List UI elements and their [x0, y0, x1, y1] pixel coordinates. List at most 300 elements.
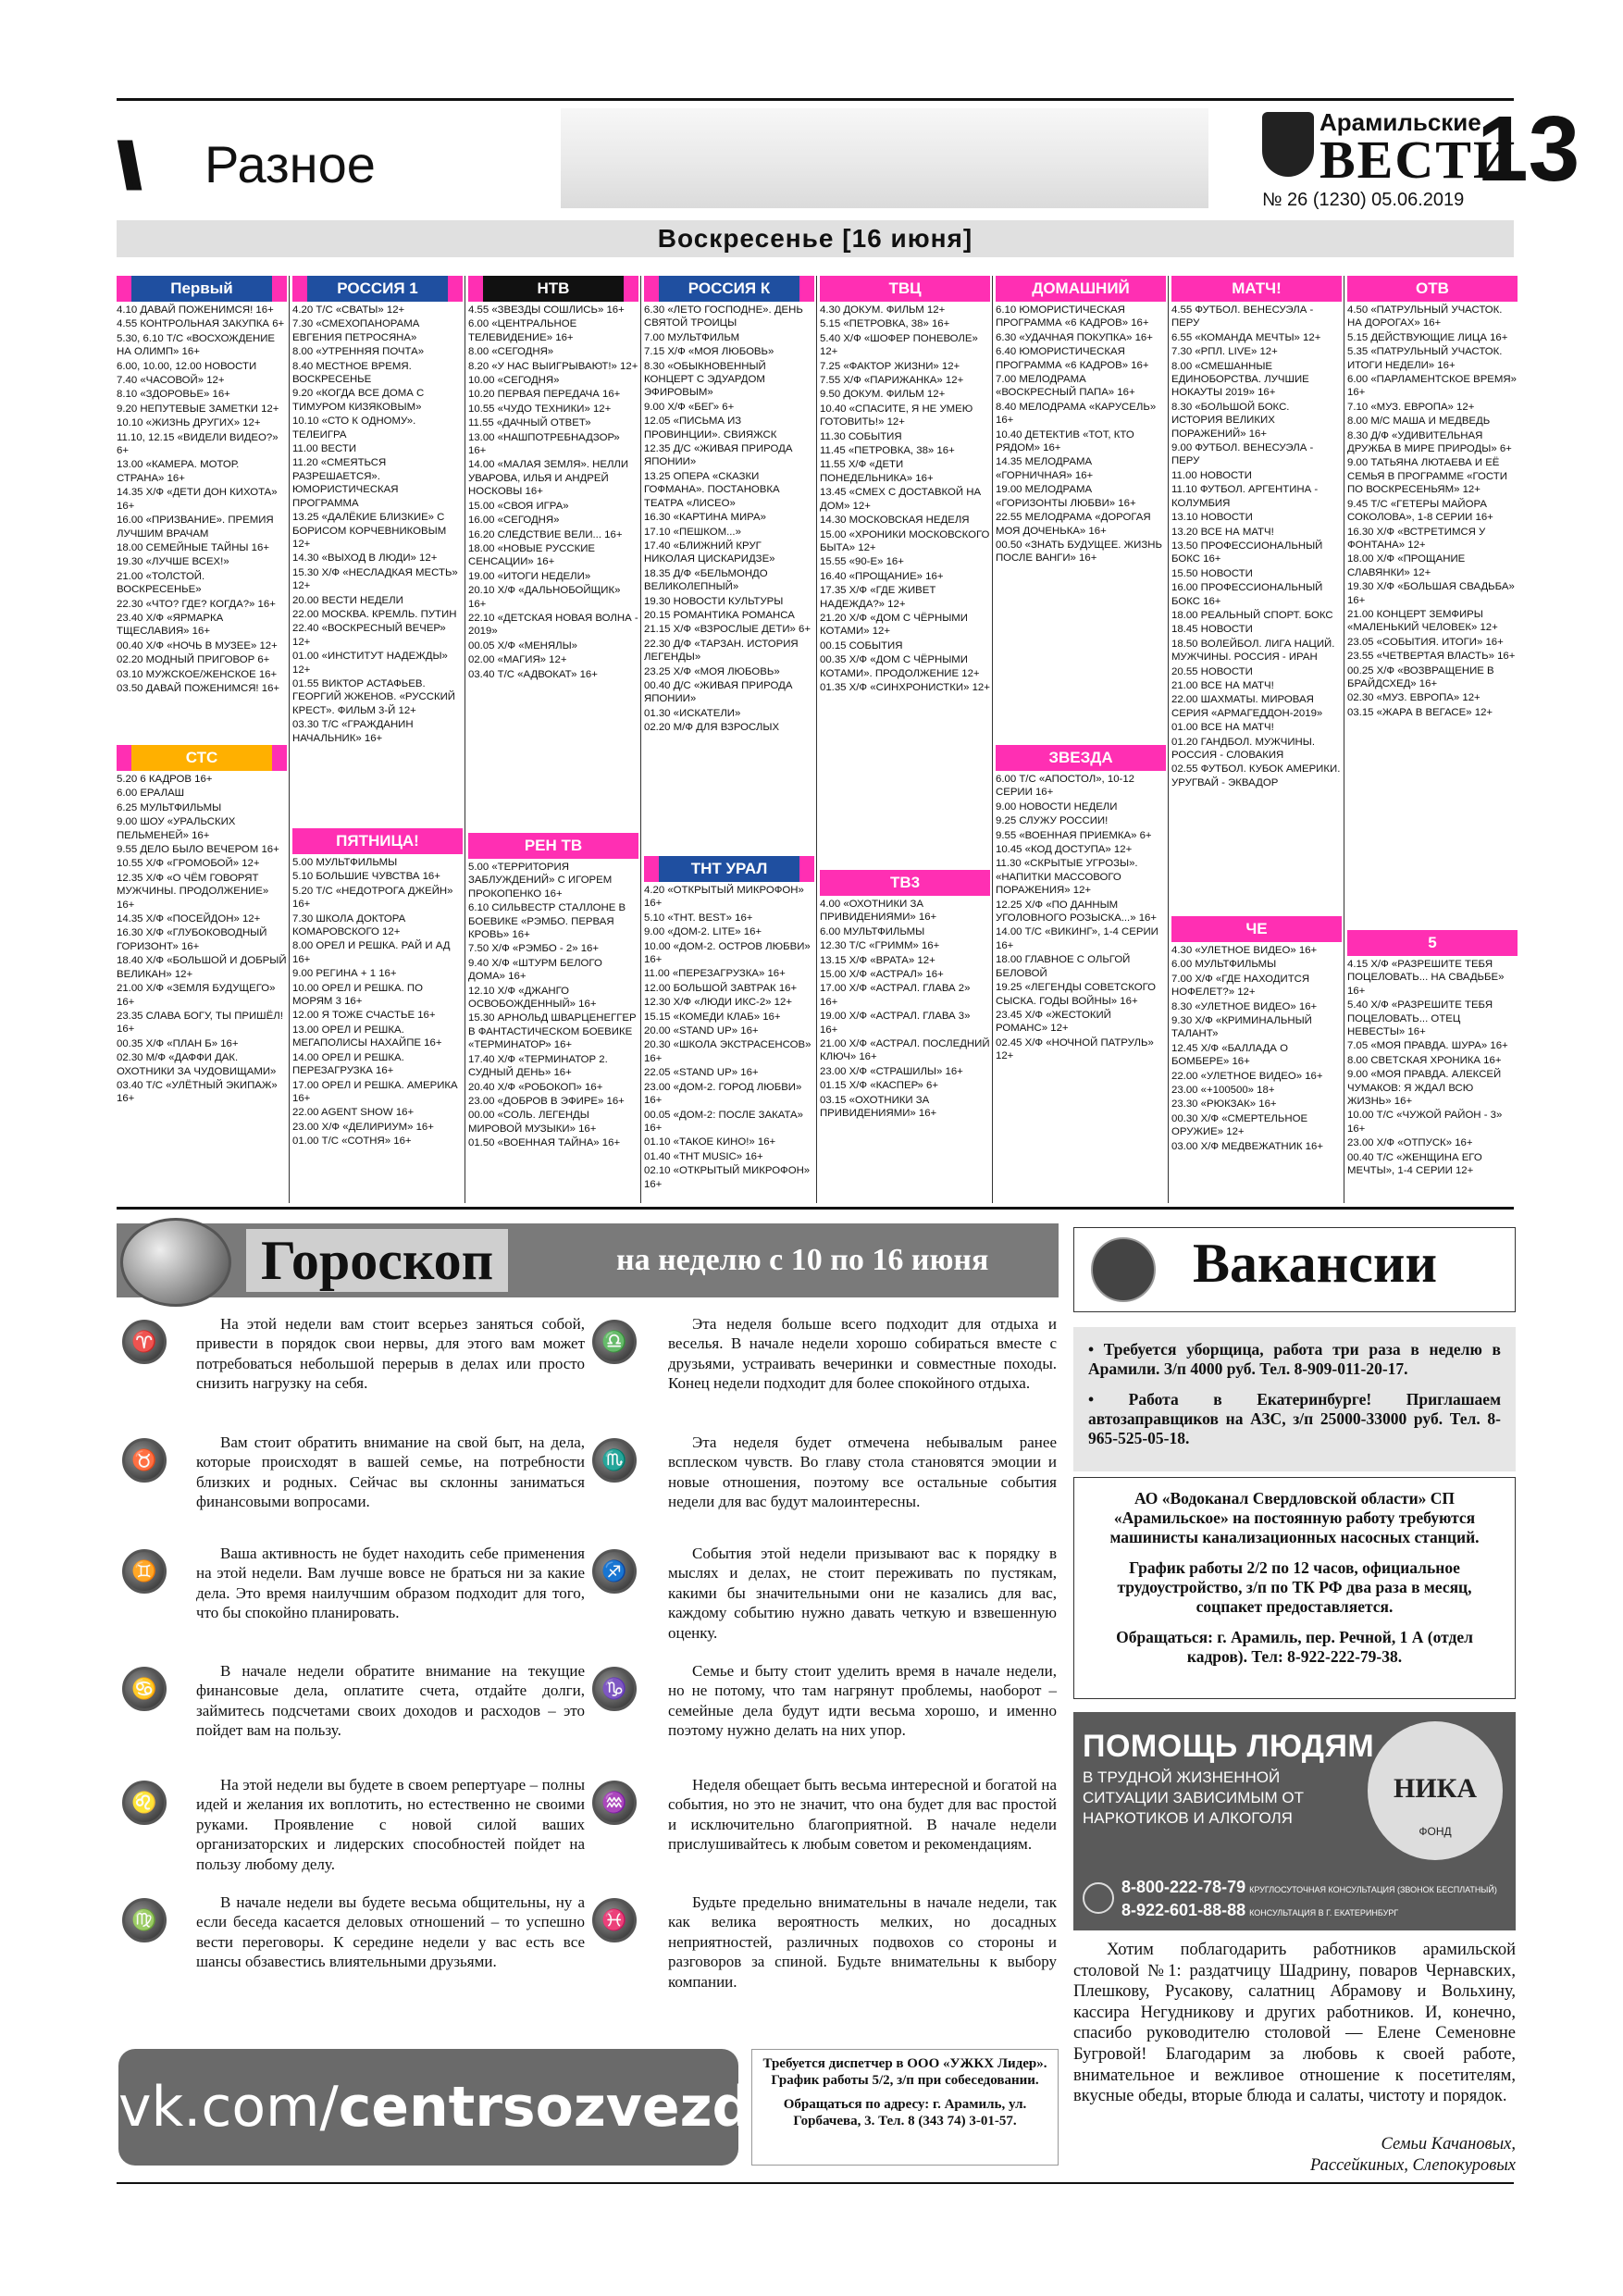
program-item: 4.50 «ПАТРУЛЬНЫЙ УЧАСТОК. НА ДОРОГАХ» 16+ — [1347, 304, 1503, 329]
program-item: 13.25 ОПЕРА «СКАЗКИ ГОФМАНА». ПОСТАНОВКА ТЕАТРА «ЛИСЕО» — [644, 470, 780, 509]
program-item: 16.30 «КАРТИНА МИРА» — [644, 512, 766, 524]
horoscope-text: Неделя обещает быть весьма интересной и богатой на события, но это не значит, что она будет для вас простой и исключительно благоприятной. В начале недели прислушивайтесь к любым советом и рекомендациям. — [668, 1776, 1057, 1854]
program-item: 19.00 «ИТОГИ НЕДЕЛИ» — [468, 570, 591, 582]
program-item: 13.10 НОВОСТИ — [1171, 512, 1253, 524]
program-item: 02.30 «МУЗ. ЕВРОПА» 12+ — [1347, 692, 1481, 704]
program-item: 8.00 ОРЕЛ И РЕШКА. РАЙ И АД 16+ — [292, 940, 451, 965]
program-item: 14.30 «ВЫХОД В ЛЮДИ» 12+ — [292, 552, 438, 565]
zodiac-icon: ♋ — [122, 1667, 167, 1711]
program-item: 8.00 М/С МАША И МЕДВЕДЬ — [1347, 416, 1491, 428]
section-slash-icon: \\ — [117, 130, 132, 204]
channel-logo: РЕН ТВ — [468, 833, 638, 859]
help-subtitle: В ТРУДНОЙ ЖИЗНЕННОЙ СИТУАЦИИ ЗАВИСИМЫМ ОТ НАРКОТИКОВ И АЛКОГОЛЯ — [1083, 1769, 1304, 1827]
channel-column — [292, 828, 463, 1149]
bottom-rule — [117, 2182, 1514, 2184]
program-item: 7.25 «ФАКТОР ЖИЗНИ» 12+ — [820, 360, 960, 372]
ad-text: Обращаться: г. Арамиль, пер. Речной, 1 А (отдел кадров). Тел: 8-922-222-79-38. — [1116, 1628, 1473, 1666]
program-item: 12.00 Я ТОЖЕ СЧАСТЬЕ 16+ — [292, 1010, 436, 1022]
program-item: 18.00 «НОВЫЕ РУССКИЕ СЕНСАЦИИ» 16+ — [468, 542, 595, 568]
program-item: 10.00 «ДОМ-2. ОСТРОВ ЛЮБВИ» 16+ — [644, 940, 811, 966]
page-header — [117, 97, 1580, 217]
program-item: 21.15 Х/Ф «ВЗРОСЛЫЕ ДЕТИ» 6+ — [644, 624, 812, 636]
program-item: 20.00 ВЕСТИ НЕДЕЛИ — [292, 594, 403, 606]
program-item: 23.45 Х/Ф «ЖЕСТОКИЙ РОМАНС» 12+ — [996, 1009, 1111, 1035]
program-item: 11.00 ВЕСТИ — [292, 443, 357, 455]
program-item: 20.10 Х/Ф «ДАЛЬНОБОЙЩИК» 16+ — [468, 585, 621, 610]
program-item: 6.00 ЕРАЛАШ — [117, 788, 185, 800]
program-item: 21.20 Х/Ф «ДОМ С ЧЁРНЫМИ КОТАМИ» 12+ — [820, 612, 968, 638]
channel-logo: ОТВ — [1347, 276, 1518, 302]
program-item: 6.55 «КОМАНДА МЕЧТЫ» 12+ — [1171, 331, 1321, 343]
program-item: 17.40 Х/Ф «ТЕРМИНАТОР 2. СУДНЫЙ ДЕНЬ» 16+ — [468, 1053, 608, 1079]
program-item: 17.10 «ПЕШКОМ...» — [644, 526, 741, 538]
program-item: 6.00 Т/С «АПОСТОЛ», 10-12 СЕРИИ 16+ — [996, 774, 1134, 799]
program-item: 03.15 «ЖАРА В ВЕГАСЕ» 12+ — [1347, 706, 1493, 718]
program-item: 21.00 ВСЕ НА МАТЧ! — [1171, 679, 1274, 691]
program-item: 20.55 НОВОСТИ — [1171, 665, 1253, 677]
program-item: 10.45 «КОД ДОСТУПА» 12+ — [996, 844, 1133, 856]
program-item: 00.05 Х/Ф «МЕНЯЛЫ» — [468, 639, 578, 652]
program-item: 21.00 Х/Ф «АСТРАЛ. ПОСЛЕДНИЙ КЛЮЧ» 16+ — [820, 1038, 990, 1063]
horoscope-text: Будьте предельно внимательны в начале недели, так как велика вероятность мелких, но досадных неприятностей, различных подвохов со стороны и разговоров за спиной. Будьте внимательны к выбору компании. — [668, 1893, 1057, 1991]
channel-column — [644, 856, 814, 1192]
program-item: 5.20 6 КАДРОВ 16+ — [117, 774, 213, 785]
program-item: 6.00, 10.00, 12.00 НОВОСТИ — [117, 360, 257, 372]
program-item: 9.55 «ВОЕННАЯ ПРИЕМКА» 6+ — [996, 829, 1152, 841]
program-item: 9.20 «КОГДА ВСЕ ДОМА С ТИМУРОМ КИЗЯКОВЫМ» — [292, 388, 425, 413]
header-photo — [561, 108, 1208, 208]
program-item: 16.30 Х/Ф «ВСТРЕТИМСЯ У ФОНТАНА» 12+ — [1347, 526, 1486, 551]
program-item: 15.00 Х/Ф «АСТРАЛ» 16+ — [820, 969, 944, 981]
channel-logo: СТС — [117, 745, 287, 771]
program-item: 23.00 «+100500» 18+ — [1171, 1085, 1275, 1097]
program-item: 7.30 «РПЛ. LIVE» 12+ — [1171, 346, 1278, 358]
zodiac-icon: ♏ — [592, 1438, 637, 1483]
channel-column — [644, 276, 814, 736]
horoscope-text: Ваша активность не будет находить себе применения на этой недели. Вам лучше вовсе не браться ни за какие дела. Это время наилучшим образом подходит для того, что бы спокойно планировать. — [196, 1545, 585, 1622]
program-item: 4.10 ДАВАЙ ПОЖЕНИМСЯ! 16+ — [117, 304, 274, 316]
program-item: 8.40 МЕСТНОЕ ВРЕМЯ. ВОСКРЕСЕНЬЕ — [292, 360, 412, 386]
program-item: 11.10, 12.15 «ВИДЕЛИ ВИДЕО?» 6+ — [117, 431, 279, 457]
program-item: 01.00 ВСЕ НА МАТЧ! — [1171, 722, 1274, 734]
horoscope-text: Эта неделя будет отмечена небывалым ранее всплеском чувств. Во главу стола становятся эмоции и новые отношения, поэтому все остальные события недели для вас будут малоинтересны. — [668, 1433, 1057, 1511]
program-item: 6.30 «ЛЕТО ГОСПОДНЕ». ДЕНЬ СВЯТОЙ ТРОИЦЫ — [644, 304, 803, 329]
ad-text: Требуется диспетчер в ООО «УЖКХ Лидер». График работы 5/2, з/п при собеседовании. — [762, 2056, 1047, 2088]
program-item: 23.00 Х/Ф «ОТПУСК» 16+ — [1347, 1137, 1473, 1149]
program-item: 4.30 ДОКУМ. ФИЛЬМ 12+ — [820, 304, 946, 316]
program-item: 23.00 «ДОБРОВ В ЭФИРЕ» 16+ — [468, 1095, 625, 1107]
phone-2: 8-922-601-88-88 — [1121, 1901, 1246, 1919]
horoscope-text: В начале недели вы будете весьма общительны, ну а если беседа касается деловых отношений – то успешно вести переговоры. К середине недели у вас есть все шансы обзавестись влиятельными друзьями. — [196, 1893, 585, 1971]
logo-top: Арамильские — [1319, 108, 1481, 136]
program-item: 7.30 ШКОЛА ДОКТОРА КОМАРОВСКОГО 12+ — [292, 912, 406, 938]
program-item: 9.00 НОВОСТИ НЕДЕЛИ — [996, 800, 1118, 813]
program-item: 10.00 ОРЕЛ И РЕШКА. ПО МОРЯМ 3 16+ — [292, 982, 423, 1008]
divider — [117, 1207, 1514, 1210]
program-item: 8.00 «СМЕШАННЫЕ ЕДИНОБОРСТВА. ЛУЧШИЕ НОКАУТЫ 2019» 16+ — [1171, 360, 1309, 399]
channel-column — [117, 745, 287, 1107]
program-item: 15.00 «ХРОНИКИ МОСКОВСКОГО БЫТА» 12+ — [820, 528, 990, 553]
program-item: 4.55 ФУТБОЛ. ВЕНЕСУЭЛА - ПЕРУ — [1171, 304, 1314, 329]
program-item: 7.50 Х/Ф «РЭМБО - 2» 16+ — [468, 943, 600, 955]
program-item: 7.00 МУЛЬТФИЛЬМ — [644, 331, 740, 343]
signature-line-2: Рассейкиных, Слепокуровых — [1309, 2155, 1516, 2175]
program-item: 21.00 «ТОЛСТОЙ. ВОСКРЕСЕНЬЕ» — [117, 570, 205, 596]
program-item: 00.00 «СОЛЬ. ЛЕГЕНДЫ МИРОВОЙ МУЗЫКИ» 16+ — [468, 1110, 597, 1135]
program-item: 23.40 Х/Ф «ЯРМАРКА ТЩЕСЛАВИЯ» 16+ — [117, 612, 224, 638]
program-item: 16.40 «ПРОЩАНИЕ» 16+ — [820, 570, 944, 582]
program-item: 22.00 ШАХМАТЫ. МИРОВАЯ СЕРИЯ «АРМАГЕДДОН-2019» — [1171, 694, 1323, 719]
signature-line-1: Семьи Качановых, — [1381, 2135, 1516, 2153]
program-item: 10.00 Т/С «ЧУЖОЙ РАЙОН - 3» 16+ — [1347, 1110, 1503, 1135]
channel-column — [1171, 276, 1342, 790]
program-item: 01.40 «THT MUSIC» 16+ — [644, 1150, 763, 1162]
program-item: 18.00 СЕМЕЙНЫЕ ТАЙНЫ 16+ — [117, 541, 269, 553]
program-item: 12.05 «ПИСЬМА ИЗ ПРОВИНЦИИ». СВИЯЖСК — [644, 416, 777, 441]
program-item: 02.45 Х/Ф «НОЧНОЙ ПАТРУЛЬ» 12+ — [996, 1036, 1154, 1062]
program-item: 22.00 МОСКВА. КРЕМЛЬ. ПУТИН — [292, 608, 457, 620]
program-item: 8.30 «БОЛЬШОЙ БОКС. ИСТОРИЯ ВЕЛИКИХ ПОРАЖЕНИЙ» 16+ — [1171, 401, 1290, 440]
program-item: 18.00 Х/Ф «ПРОЩАНИЕ СЛАВЯНКИ» 12+ — [1347, 553, 1466, 578]
column-divider — [640, 276, 641, 1203]
program-item: 4.55 КОНТРОЛЬНАЯ ЗАКУПКА 6+ — [117, 318, 285, 330]
program-item: 00.40 Т/С «ЖЕНЩИНА ЕГО МЕЧТЫ», 1-4 СЕРИИ 12+ — [1347, 1151, 1482, 1177]
program-item: 00.40 Х/Ф «НОЧЬ В МУЗЕЕ» 12+ — [117, 639, 278, 652]
program-item: 21.00 Х/Ф «ЗЕМЛЯ БУДУЩЕГО» 16+ — [117, 983, 276, 1008]
program-item: 10.40 «СПАСИТЕ, Я НЕ УМЕЮ ГОТОВИТЬ!» 12+ — [820, 403, 973, 428]
program-item: 03.40 Т/С «АДВОКАТ» 16+ — [468, 668, 598, 680]
help-phones — [1121, 1877, 1497, 1923]
channel-column — [117, 276, 287, 696]
program-item: 8.10 «ЗДОРОВЬЕ» 16+ — [117, 389, 230, 401]
column-divider — [992, 276, 993, 1203]
logo-name: ВЕСТИ — [1319, 130, 1518, 190]
program-item: 00.35 Х/Ф «ПЛАН Б» 16+ — [117, 1037, 239, 1049]
program-item: 4.30 «УЛЕТНОЕ ВИДЕО» 16+ — [1171, 945, 1318, 956]
column-divider — [289, 276, 290, 1203]
program-item: 17.40 «БЛИЖНИЙ КРУГ НИКОЛАЯ ЦИСКАРИДЗЕ» — [644, 540, 775, 565]
program-item: 01.55 ВИКТОР АСТАФЬЕВ. ГЕОРГИЙ ЖЖЕНОВ. «РУССКИЙ КРЕСТ». ФИЛЬМ 3-Й 12+ — [292, 677, 455, 716]
program-item: 16.20 СЛЕДСТВИЕ ВЕЛИ... 16+ — [468, 528, 623, 540]
program-item: 4.55 «ЗВЕЗДЫ СОШЛИСЬ» 16+ — [468, 304, 625, 316]
program-item: 01.10 «ТАКОЕ КИНО!» 16+ — [644, 1136, 776, 1148]
program-item: 10.55 «ЧУДО ТЕХНИКИ» 12+ — [468, 403, 612, 415]
program-item: 4.00 «ОХОТНИКИ ЗА ПРИВИДЕНИЯМИ» 16+ — [820, 899, 937, 924]
horoscope-title: Гороскоп — [246, 1229, 508, 1292]
program-item: 15.15 «КОМЕДИ КЛАБ» 16+ — [644, 1011, 781, 1023]
program-item: 19.30 «ЛУЧШЕ ВСЕХ!» — [117, 556, 229, 568]
program-item: 20.00 «STAND UP» 16+ — [644, 1025, 759, 1037]
program-item: 03.50 ДАВАЙ ПОЖЕНИМСЯ! 16+ — [117, 682, 280, 694]
program-item: 6.30 «УДАЧНАЯ ПОКУПКА» 16+ — [996, 331, 1153, 343]
program-item: 19.00 МЕЛОДРАМА «ГОРИЗОНТЫ ЛЮБВИ» 16+ — [996, 484, 1136, 509]
program-item: 01.30 «ИСКАТЕЛИ» — [644, 707, 741, 719]
horoscope-week: на неделю с 10 по 16 июня — [616, 1243, 989, 1277]
vacancy-item: • Требуется уборщица, работа три раза в неделю в Арамили. З/п 4000 руб. Тел. 8-909-011-20-17. — [1088, 1340, 1501, 1378]
phone-1: 8-800-222-78-79 — [1121, 1878, 1246, 1896]
program-item: 7.55 Х/Ф «ПАРИЖАНКА» 12+ — [820, 375, 964, 387]
program-item: 00.15 СОБЫТИЯ — [820, 639, 903, 652]
program-item: 01.35 Х/Ф «СИНХРОНИСТКИ» 12+ — [820, 681, 990, 693]
nika-sub: ФОНД — [1419, 1825, 1452, 1838]
horoscope-text: На этой недели вы будете в своем репертуаре – полны идей и желания их воплотить, но естественно не своими руками. Проявление с новой силой ваших организаторских и лидерских способностей пойдет на пользу любому делу. — [196, 1776, 585, 1873]
program-item: 6.00 «ПАРЛАМЕНТСКОЕ ВРЕМЯ» 16+ — [1347, 374, 1517, 399]
program-item: 16.00 «СЕГОДНЯ» — [468, 515, 560, 527]
ad-text: АО «Водоканал Свердловской области» СП «Арамильское» на постоянную работу требуются машинисты канализационных насосных станций. — [1109, 1489, 1480, 1546]
program-item: 02.30 М/Ф «ДАФФИ ДАК. ОХОТНИКИ ЗА ЧУДОВИЩАМИ» — [117, 1052, 277, 1077]
program-item: 16.00 ПРОФЕССИОНАЛЬНЫЙ БОКС 16+ — [1171, 582, 1323, 607]
program-item: 11.45 «ПЕТРОВКА, 38» 16+ — [820, 445, 955, 457]
program-item: 11.00 НОВОСТИ — [1171, 469, 1252, 481]
program-item: 11.30 СОБЫТИЯ — [820, 430, 902, 442]
program-item: 15.55 «90-Е» 16+ — [820, 556, 904, 568]
program-item: 8.30 Д/Ф «УДИВИТЕЛЬНАЯ ДРУЖБА В МИРЕ ПРИРОДЫ» 6+ — [1347, 429, 1512, 455]
zodiac-icon: ♒ — [592, 1781, 637, 1825]
program-item: 00.40 Д/С «ЖИВАЯ ПРИРОДА ЯПОНИИ» — [644, 679, 793, 705]
channel-column — [468, 833, 638, 1151]
column-divider — [1168, 276, 1169, 1203]
program-item: 22.00 AGENT SHOW 16+ — [292, 1107, 415, 1119]
program-item: 03.40 Т/С «УЛЁТНЫЙ ЭКИПАЖ» 16+ — [117, 1079, 278, 1105]
program-item: 02.20 М/Ф ДЛЯ ВЗРОСЛЫХ — [644, 722, 780, 734]
program-item: 18.35 Д/Ф «БЕЛЬМОНДО ВЕЛИКОЛЕПНЫЙ» — [644, 567, 768, 593]
program-item: 8.20 «У НАС ВЫИГРЫВАЮТ!» 12+ — [468, 360, 638, 372]
channel-logo: РОССИЯ 1 — [292, 276, 463, 302]
horoscope-text: На этой недели вам стоит всерьез заняться собой, привести в порядок свои нервы, для этого вам может потребоваться небольшой перерыв в делах или просто снизить нагрузку на себя. — [196, 1315, 585, 1393]
program-item: 4.20 «ОТКРЫТЫЙ МИКРОФОН» 16+ — [644, 885, 804, 910]
program-item: 10.40 ДЕТЕКТИВ «ТОТ, КТО РЯДОМ» 16+ — [996, 428, 1134, 454]
channel-column — [468, 276, 638, 682]
channel-column — [996, 276, 1166, 566]
program-item: 12.00 БОЛЬШОЙ ЗАВТРАК 16+ — [644, 982, 798, 994]
program-item: 01.50 «ВОЕННАЯ ТАЙНА» 16+ — [468, 1137, 621, 1149]
uzhkh-ad — [751, 2049, 1059, 2166]
channel-column — [1171, 916, 1342, 1154]
channel-logo: ПЯТНИЦА! — [292, 828, 463, 854]
page-number: 13 — [1477, 97, 1580, 201]
program-item: 18.00 РЕАЛЬНЫЙ СПОРТ. БОКС — [1171, 609, 1333, 621]
program-item: 19.30 Х/Ф «БОЛЬШАЯ СВАДЬБА» 16+ — [1347, 581, 1515, 606]
program-item: 9.00 ШОУ «УРАЛЬСКИХ ПЕЛЬМЕНЕЙ» 16+ — [117, 816, 236, 841]
program-item: 23.05 «СОБЫТИЯ. ИТОГИ» 16+ — [1347, 636, 1504, 648]
zodiac-icon: ♉ — [122, 1438, 167, 1483]
program-item: 12.35 Х/Ф «О ЧЁМ ГОВОРЯТ МУЖЧИНЫ. ПРОДОЛЖЕНИЕ» 16+ — [117, 872, 269, 911]
zodiac-icon: ♌ — [122, 1781, 167, 1825]
program-item: 7.40 «ЧАСОВОЙ» 12+ — [117, 375, 225, 387]
program-item: 8.40 МЕЛОДРАМА «КАРУСЕЛЬ» 16+ — [996, 401, 1157, 427]
program-item: 02.55 ФУТБОЛ. КУБОК АМЕРИКИ. УРУГВАЙ - ЭКВАДОР — [1171, 763, 1341, 788]
program-item: 23.55 «ЧЕТВЕРТАЯ ВЛАСТЬ» 16+ — [1347, 651, 1516, 663]
ad-text: Обращаться по адресу: г. Арамиль, ул. Горбачева, 3. Тел. 8 (343 74) 3-01-57. — [783, 2097, 1027, 2128]
program-item: 5.35 «ПАТРУЛЬНЫЙ УЧАСТОК. ИТОГИ НЕДЕЛИ» 16+ — [1347, 346, 1503, 371]
zodiac-icon: ♓ — [592, 1898, 637, 1942]
channel-logo: НТВ — [468, 276, 638, 302]
zodiac-icon: ♍ — [122, 1898, 167, 1942]
program-item: 9.00 «ДОМ-2. LITE» 16+ — [644, 926, 762, 938]
program-item: 9.25 СЛУЖУ РОССИИ! — [996, 815, 1109, 827]
program-item: 23.00 Х/Ф «СТРАШИЛЫ» 16+ — [820, 1065, 963, 1077]
program-item: 6.00 МУЛЬТФИЛЬМЫ — [1171, 959, 1277, 971]
program-item: 22.10 «ДЕТСКАЯ НОВАЯ ВОЛНА - 2019» — [468, 612, 638, 638]
program-item: 5.10 «THT. BEST» 16+ — [644, 912, 753, 924]
program-item: 14.00 ОРЕЛ И РЕШКА. ПЕРЕЗАГРУЗКА 16+ — [292, 1051, 404, 1077]
program-item: 9.00 Х/Ф «БЕГ» 6+ — [644, 401, 735, 413]
section-title: Разное — [204, 135, 376, 193]
program-item: 20.30 «ШКОЛА ЭКСТРАСЕНСОВ» 16+ — [644, 1039, 812, 1064]
program-item: 19.00 Х/Ф «АСТРАЛ. ГЛАВА 3» 16+ — [820, 1011, 971, 1036]
program-item: 8.30 «УЛЕТНОЕ ВИДЕО» 16+ — [1171, 1000, 1318, 1012]
nika-name: НИКА — [1393, 1773, 1478, 1804]
day-title: Воскресенье [16 июня] — [117, 220, 1514, 257]
channel-logo: 5 — [1347, 930, 1518, 956]
zodiac-icon: ♊ — [122, 1549, 167, 1594]
program-item: 10.20 ПЕРВАЯ ПЕРЕДАЧА 16+ — [468, 389, 621, 401]
channel-logo: ЗВЕЗДА — [996, 745, 1166, 771]
program-item: 9.00 ТАТЬЯНА ЛЮТАЕВА И ЕЁ СЕМЬЯ В ПРОГРАММЕ «ГОСТИ ПО ВОСКРЕСЕНЬЯМ» 12+ — [1347, 457, 1507, 496]
program-item: 17.35 Х/Ф «ГДЕ ЖИВЕТ НАДЕЖДА?» 12+ — [820, 585, 936, 610]
ad-text: График работы 2/2 по 12 часов, официальное трудоустройство, з/п по ТК РФ два раза в месяц, соцпакет предоставляется. — [1117, 1558, 1472, 1616]
program-item: 8.00 «СЕГОДНЯ» — [468, 346, 554, 358]
program-item: 10.00 «СЕГОДНЯ» — [468, 375, 560, 387]
phone-icon — [1083, 1882, 1114, 1914]
phone-2-note: КОНСУЛЬТАЦИЯ В Г. ЕКАТЕРИНБУРГ — [1249, 1908, 1399, 1917]
program-item: 16.00 «ПРИЗВАНИЕ». ПРЕМИЯ ЛУЧШИМ ВРАЧАМ — [117, 515, 274, 540]
horoscope-text: Эта неделя больше всего подходит для отдыха и веселья. В начале недели хорошо собираться вместе с друзьями, устраивать вечеринки и совместные походы. Конец недели подходит для более спокойного отдыха. — [668, 1315, 1057, 1393]
channel-column — [820, 276, 990, 695]
program-item: 02.10 «ОТКРЫТЫЙ МИКРОФОН» 16+ — [644, 1165, 811, 1190]
program-item: 13.45 «СМЕХ С ДОСТАВКОЙ НА ДОМ» 12+ — [820, 487, 982, 512]
program-item: 7.15 Х/Ф «МОЯ ЛЮБОВЬ» — [644, 346, 774, 358]
saturn-icon — [120, 1218, 231, 1307]
zodiac-icon: ♈ — [122, 1320, 167, 1364]
channel-logo: РОССИЯ К — [644, 276, 814, 302]
zodiac-icon: ♐ — [592, 1549, 637, 1594]
program-item: 10.10 «СТО К ОДНОМУ». ТЕЛЕИГРА — [292, 416, 416, 441]
program-item: 5.00 «ТЕРРИТОРИЯ ЗАБЛУЖДЕНИЙ» С ИГОРЕМ ПРОКОПЕНКО 16+ — [468, 862, 613, 900]
program-item: 19.25 «ЛЕГЕНДЫ СОВЕТСКОГО СЫСКА. ГОДЫ ВОЙНЫ» 16+ — [996, 982, 1156, 1007]
program-item: 15.30 АРНОЛЬД ШВАРЦЕНЕГГЕР В ФАНТАСТИЧЕСКОМ БОЕВИКЕ «ТЕРМИНАТОР» 16+ — [468, 1012, 637, 1051]
program-item: 23.00 Х/Ф «ДЕЛИРИУМ» 16+ — [292, 1121, 434, 1133]
program-item: 11.55 Х/Ф «ДЕТИ ПОНЕДЕЛЬНИКА» 16+ — [820, 459, 934, 484]
program-item: 14.35 МЕЛОДРАМА «ГОРНИЧНАЯ» 16+ — [996, 456, 1094, 481]
program-item: 12.30 Х/Ф «ЛЮДИ ИКС-2» 12+ — [644, 997, 793, 1009]
program-item: 00.30 Х/Ф «СМЕРТЕЛЬНОЕ ОРУЖИЕ» 12+ — [1171, 1112, 1308, 1138]
program-item: 12.45 Х/Ф «БАЛЛАДА О БОМБЕРЕ» 16+ — [1171, 1042, 1288, 1068]
program-item: 22.05 «STAND UP» 16+ — [644, 1067, 759, 1079]
program-item: 5.20 Т/С «НЕДОТРОГА ДЖЕЙН» 16+ — [292, 885, 453, 911]
program-item: 10.10 «ЖИЗНЬ ДРУГИХ» 12+ — [117, 417, 261, 429]
program-item: 13.15 Х/Ф «ВРАТА» 12+ — [820, 954, 935, 966]
program-item: 9.50 ДОКУМ. ФИЛЬМ 12+ — [820, 389, 946, 401]
program-item: 02.00 «МАГИЯ» 12+ — [468, 654, 567, 666]
program-item: 13.00 «НАШПОТРЕБНАДЗОР» 16+ — [468, 431, 620, 457]
vk-link-banner[interactable] — [118, 2049, 826, 2166]
program-item: 01.15 Х/Ф «КАСПЕР» 6+ — [820, 1080, 939, 1092]
horoscope-text: Вам стоит обратить внимание на свой быт, на дела, которые происходят в вашей семье, на потребности близких и родных. Сейчас вы склонны заниматься финансовыми вопросами. — [196, 1433, 585, 1511]
program-item: 03.10 МУЖСКОЕ/ЖЕНСКОЕ 16+ — [117, 668, 278, 680]
program-item: 18.40 Х/Ф «БОЛЬШОЙ И ДОБРЫЙ ВЕЛИКАН» 12+ — [117, 955, 287, 980]
program-item: 9.40 Х/Ф «ШТУРМ БЕЛОГО ДОМА» 16+ — [468, 957, 602, 983]
program-item: 03.30 Т/С «ГРАЖДАНИН НАЧАЛЬНИК» 16+ — [292, 719, 414, 744]
program-item: 9.00 «МОЯ ПРАВДА. АЛЕКСЕЙ ЧУМАКОВ: Я ЖДАЛ ВСЮ ЖИЗНЬ» 16+ — [1347, 1069, 1502, 1108]
program-item: 9.45 Т/С «ГЕТЕРЫ МАЙОРА СОКОЛОВА», 1-8 СЕРИИ 16+ — [1347, 498, 1493, 524]
channel-logo: ТВ3 — [820, 870, 990, 896]
program-item: 15.50 НОВОСТИ — [1171, 567, 1253, 579]
program-item: 23.35 СЛАВА БОГУ, ТЫ ПРИШЁЛ! 16+ — [117, 1010, 283, 1036]
program-item: 00.05 «ДОМ-2: ПОСЛЕ ЗАКАТА» 16+ — [644, 1109, 803, 1134]
program-item: 11.20 «СМЕЯТЬСЯ РАЗРЕШАЕТСЯ». ЮМОРИСТИЧЕСКАЯ ПРОГРАММА — [292, 457, 399, 509]
horoscope-text: В начале недели обратите внимание на текущие финансовые дела, оплатите счета, отдайте долги, займитесь подсчетами своих доходов и расходов – это пойдет вам на пользу. — [196, 1662, 585, 1740]
program-item: 9.30 Х/Ф «КРИМИНАЛЬНЫЙ ТАЛАНТ» — [1171, 1015, 1312, 1040]
program-item: 7.05 «МОЯ ПРАВДА. ШУРА» 16+ — [1347, 1040, 1508, 1052]
vk-name: centrsozvezdye — [338, 2075, 826, 2140]
vodokanal-ad — [1073, 1477, 1516, 1699]
program-item: 15.00 «СВОЯ ИГРА» — [468, 500, 569, 512]
program-item: 8.00 СВЕТСКАЯ ХРОНИКА 16+ — [1347, 1054, 1502, 1066]
program-item: 11.10 ФУТБОЛ. АРГЕНТИНА - КОЛУМБИЯ — [1171, 484, 1319, 509]
phone-1-note: КРУГЛОСУТОЧНАЯ КОНСУЛЬТАЦИЯ (ЗВОНОК БЕСПЛАТНЫЙ) — [1249, 1885, 1497, 1894]
program-item: 9.00 РЕГИНА + 1 16+ — [292, 968, 397, 980]
vacancies-list — [1073, 1327, 1516, 1471]
program-item: 17.00 ОРЕЛ И РЕШКА. АМЕРИКА 16+ — [292, 1079, 458, 1104]
program-item: 13.00 ОРЕЛ И РЕШКА. МЕГАПОЛИСЫ НАХАЙПЕ 16+ — [292, 1024, 442, 1049]
channel-column — [996, 745, 1166, 1064]
channel-logo: ЧЕ — [1171, 916, 1342, 942]
program-item: 22.30 Д/Ф «ТАРЗАН. ИСТОРИЯ ЛЕГЕНДЫ» — [644, 638, 799, 664]
program-item: 02.20 МОДНЫЙ ПРИГОВОР 6+ — [117, 654, 270, 666]
thanks-signature — [1203, 2134, 1516, 2176]
help-ad — [1073, 1712, 1516, 1930]
program-item: 00.50 «ЗНАТЬ БУДУЩЕЕ. ЖИЗНЬ ПОСЛЕ ВАНГИ» 16+ — [996, 539, 1162, 565]
horoscope-text: События этой недели призывают вас к порядку в мыслях и делах, не стоит переживать по пустякам, какими бы значительными они не казались для вас, каждому событию нужно давать четкую и взвешенную оценку. — [668, 1545, 1057, 1642]
program-item: 6.10 ЮМОРИСТИЧЕСКАЯ ПРОГРАММА «6 КАДРОВ» 16+ — [996, 304, 1149, 329]
program-item: 00.25 Х/Ф «ВОЗВРАЩЕНИЕ В БРАЙДСХЕД» 16+ — [1347, 664, 1494, 689]
channel-logo: ТНТ УРАЛ — [644, 856, 814, 882]
program-item: 23.00 «ДОМ-2. ГОРОД ЛЮБВИ» 16+ — [644, 1081, 802, 1107]
program-item: 13.25 «ДАЛЁКИЕ БЛИЗКИЕ» С БОРИСОМ КОРЧЕВНИКОВЫМ 12+ — [292, 512, 447, 550]
program-item: 5.15 «ПЕТРОВКА, 38» 16+ — [820, 318, 950, 330]
program-item: 18.50 ВОЛЕЙБОЛ. ЛИГА НАЦИЙ. МУЖЧИНЫ. РОССИЯ - ИРАН — [1171, 638, 1335, 664]
program-item: 7.00 МЕЛОДРАМА «ВОСКРЕСНЫЙ ПАПА» 16+ — [996, 374, 1135, 399]
channel-column — [292, 276, 463, 746]
program-item: 11.55 «ДАЧНЫЙ ОТВЕТ» — [468, 417, 591, 429]
program-item: 13.20 ВСЕ НА МАТЧ! — [1171, 526, 1274, 538]
program-item: 12.35 Д/С «ЖИВАЯ ПРИРОДА ЯПОНИИ» — [644, 443, 793, 468]
coat-of-arms-icon — [1262, 112, 1314, 177]
vk-prefix: vk.com/ — [118, 2075, 339, 2140]
channel-column — [820, 870, 990, 1122]
channel-logo: Первый — [117, 276, 287, 302]
vacancies-header — [1073, 1227, 1516, 1312]
program-item: 03.15 «ОХОТНИКИ ЗА ПРИВИДЕНИЯМИ» 16+ — [820, 1094, 937, 1120]
program-item: 00.35 Х/Ф «ДОМ С ЧЁРНЫМИ КОТАМИ». ПРОДОЛЖЕНИЕ 12+ — [820, 654, 980, 679]
program-item: 14.35 Х/Ф «ДЕТИ ДОН КИХОТА» 16+ — [117, 487, 278, 512]
thanks-text: Хотим поблагодарить работников арамильской столовой №1: раздатчицу Шадрину, поваров Чернавских, Плешкову, Русакову, салатниц Абрамову и Вольхину, кассира Негудникову и других работников. И, конечно, спасибо руководителю столовой — Елене Семеновне Бугровой! Благодарим за любовь к своей работе, внимательное и вежливое отношение к посетителям, вкусные обеды, вторые блюда и салаты, чистоту и порядок. — [1073, 1941, 1516, 2106]
program-item: 01.00 Т/С «СОТНЯ» 16+ — [292, 1136, 412, 1148]
channel-column — [1347, 276, 1518, 720]
program-item: 21.00 КОНЦЕРТ ЗЕМФИРЫ «МАЛЕНЬКИЙ ЧЕЛОВЕК» 12+ — [1347, 608, 1498, 634]
program-item: 14.30 МОСКОВСКАЯ НЕДЕЛЯ — [820, 515, 970, 527]
program-item: 8.00 «УТРЕННЯЯ ПОЧТА» — [292, 346, 425, 358]
horoscope-text: Семье и быту стоит уделить время в начале недели, но не потому, что там нагрянут проблемы, наоборот – семейные дела будут идти весьма хорошо, и именно поэтому нужно делать на них упор. — [668, 1662, 1057, 1740]
zodiac-icon: ♑ — [592, 1667, 637, 1711]
program-item: 5.40 Х/Ф «РАЗРЕШИТЕ ТЕБЯ ПОЦЕЛОВАТЬ... ОТЕЦ НЕВЕСТЫ» 16+ — [1347, 999, 1493, 1038]
person-icon — [1091, 1237, 1156, 1302]
program-item: 6.40 ЮМОРИСТИЧЕСКАЯ ПРОГРАММА «6 КАДРОВ» 16+ — [996, 346, 1149, 371]
program-item: 8.30 «ОБЫКНОВЕННЫЙ КОНЦЕРТ С ЭДУАРДОМ ЭФИРОВЫМ» — [644, 360, 766, 399]
program-item: 12.25 Х/Ф «ПО ДАННЫМ УГОЛОВНОГО РОЗЫСКА...» 16+ — [996, 899, 1158, 925]
vacancy-item: • Работа в Екатеринбурге! Приглашаем автозаправщиков на АЗС, з/п 25000-33000 руб. Тел. 8-965-525-05-18. — [1088, 1390, 1501, 1447]
